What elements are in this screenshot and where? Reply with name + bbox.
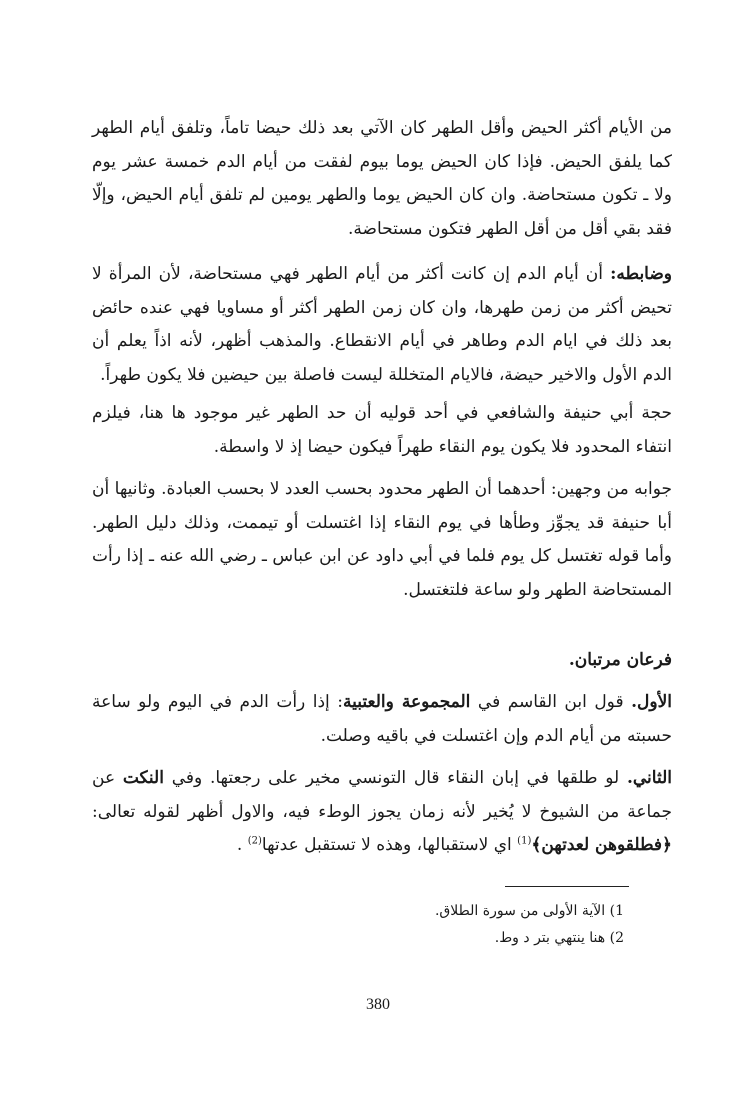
paragraph-2 xyxy=(92,258,672,392)
main-text-second xyxy=(92,762,672,863)
paragraph-4: جوابه من وجهين: أحدهما أن الطهر محدود بحسب العدد لا بحسب العبادة. وثانيها أن أبا حنيفة قد يجوِّز وطأها في يوم النقاء إذا اغتسلت أو تيممت، وذلك دليل الطهر. وأما قوله تغتسل كل يوم فلما في أبي داود عن ابن عباس ـ رضي الله عنه ـ إذا رأت المستحاضة الطهر ولو ساعة فلتغتسل. xyxy=(92,479,672,600)
paragraph-5 xyxy=(92,686,672,753)
paragraph-6 xyxy=(92,762,672,863)
paragraph-3: حجة أبي حنيفة والشافعي في أحد قوليه أن حد الطهر غير موجود ها هنا، فيلزم انتفاء المحدود فلا يكون يوم النقاء طهراً فيكون حيضا إذ لا واسطة. xyxy=(92,403,672,457)
section-heading: فرعان مرتبان. xyxy=(568,650,672,670)
quran-quote: ﴿فطلقوهن لعدتهن﴾ xyxy=(531,835,672,855)
paragraph-6-source: النكت xyxy=(122,768,164,788)
paragraph-5-rest: : إذا رأت الدم في اليوم ولو ساعة حسبته من أيام الدم وإن اغتسلت في باقيه وصلت. xyxy=(92,692,672,746)
paragraph-6-mid: لو طلقها في إبان النقاء قال التونسي مخير على رجعتها. وفي xyxy=(163,768,627,788)
paragraph-2-body: أن أيام الدم إن كانت أكثر من أيام الطهر فهي مستحاضة، لأن المرأة لا تحيض أكثر من زمن طهرها، وان كان زمن الطهر أكثر أو مساويا فهي عنده حائض بعد ذلك في ايام الدم وطاهر في أيام الانقطاع. والمذهب أظهر، لأنه اذاً يعلم أن الدم الأول والاخير حيضة، فالايام المتخللة ليست فاصلة بين حيضين فلا يكون طهراً. xyxy=(92,264,672,385)
footnote-1: 1) الآية الأولى من سورة الطلاق. xyxy=(434,903,624,919)
footnote-ref-1: (1) xyxy=(517,835,532,847)
main-text-rule xyxy=(92,258,672,392)
paragraph-6-end: . xyxy=(236,835,248,855)
paragraph-5-mid: قول ابن القاسم في xyxy=(470,692,632,712)
footnotes xyxy=(92,898,624,952)
paragraph-6-rest: عن جماعة من الشيوخ لا يُخير لأنه زمان يجوز الوطء فيه، والاول أظهر لقوله تعالى: xyxy=(92,768,672,822)
paragraph-1: من الأيام أكثر الحيض وأقل الطهر كان الآتي بعد ذلك حيضا تاماً، وتلفق أيام الطهر كما يلفق الحيض. فإذا كان الحيض يوما بيوم لفقت من أيام الدم خمسة عشر يوم ولا ـ تكون مستحاضة. وان كان الحيض يوما والطهر يومين لم تلفق أيام الحيض، وإلّا فقد بقي أقل من أقل الطهر فتكون مستحاضة. xyxy=(92,118,672,239)
paragraph-6-after: اي لاستقبالها، وهذه لا تستقبل عدتها xyxy=(261,835,518,855)
footnote-ref-2: (2) xyxy=(247,835,262,847)
paragraph-5-source: المجموعة والعتبية xyxy=(343,692,471,712)
page-number: 380 xyxy=(366,996,390,1013)
main-text-top xyxy=(92,112,672,246)
paragraph-6-lead: الثاني. xyxy=(626,768,672,788)
paragraph-5-lead: الأول. xyxy=(631,692,672,712)
paragraph-2-lead: وضابطه: xyxy=(610,264,672,284)
main-text-first xyxy=(92,686,672,753)
footnote-divider xyxy=(505,886,629,887)
main-text-answer xyxy=(92,473,672,607)
main-text-argument xyxy=(92,397,672,464)
footnote-2: 2) هنا ينتهي بتر د وط. xyxy=(494,930,624,946)
